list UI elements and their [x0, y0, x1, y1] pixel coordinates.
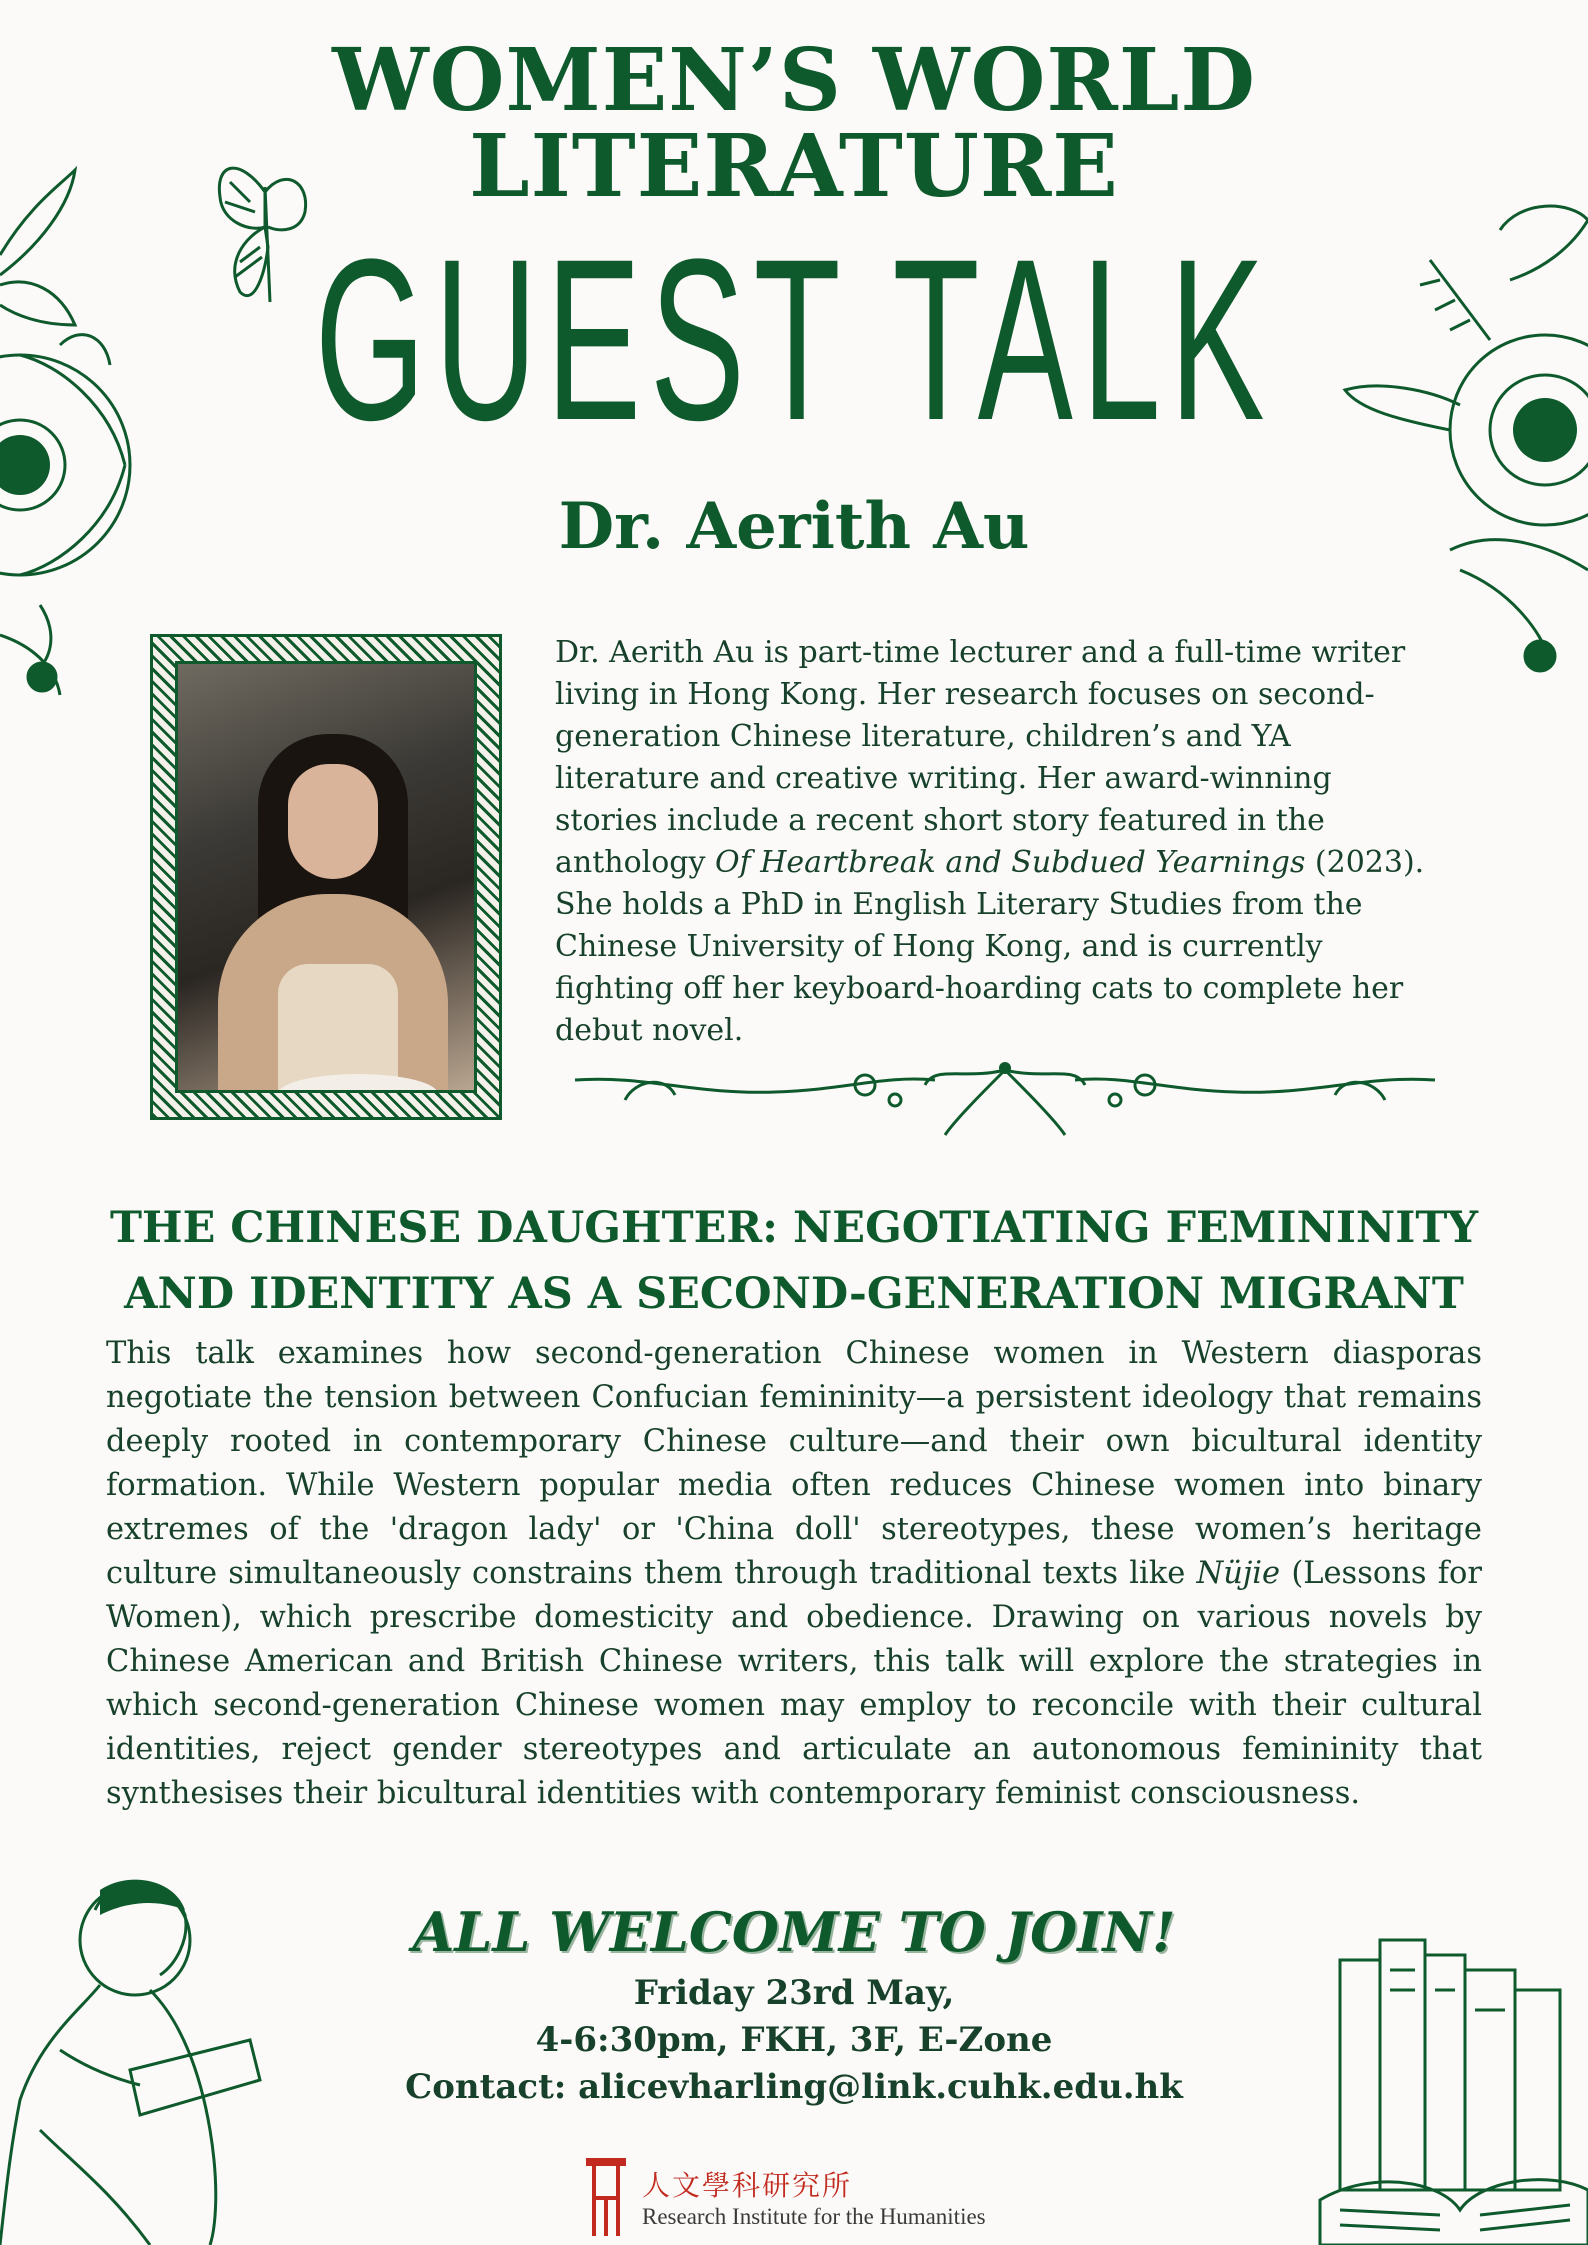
talk-title-line-1: THE CHINESE DAUGHTER: NEGOTIATING FEMININITY — [109, 1203, 1479, 1253]
event-date: Friday 23rd May, — [633, 1973, 955, 2013]
speaker-name: Dr. Aerith Au — [558, 489, 1030, 564]
event-time-venue: 4-6:30pm, FKH, 3F, E-Zone — [535, 2020, 1053, 2060]
institute-name-english: Research Institute for the Humanities — [642, 2204, 986, 2229]
institute-name-chinese: 人文學科研究所 — [642, 2169, 853, 2202]
institute-logo — [584, 2158, 1004, 2240]
talk-abstract: This talk examines how second-generation Chinese women in Western diasporas negotiate the tension between Confucian femininity—a persistent ideology that remains deeply rooted in contemporary Chinese culture—and their own bicultural identity formation. While Western popular media often reduces Chinese women into binary extremes of the 'dragon lady' or 'China doll' stereotypes, these women’s heritage culture simultaneously constrains them through traditional texts like Nüjie (Lessons for Women), which prescribe domesticity and obedience. Drawing on various novels by Chinese American and British Chinese writers, this talk will explore the strategies in which second-generation Chinese women may employ to reconcile with their cultural identities, reject gender stereotypes and articulate an autonomous femininity that synthesises their bicultural identities with contemporary feminist consciousness. — [106, 1336, 1482, 1811]
flourish-divider — [565, 1050, 1445, 1140]
event-type-heading: GUEST TALK — [314, 211, 1274, 468]
talk-title — [60, 1195, 1528, 1327]
institute-logo-mark — [584, 2158, 628, 2240]
talk-title-line-2: AND IDENTITY AS A SECOND-GENERATION MIGRANT — [124, 1269, 1464, 1319]
series-title: WOMEN’S WORLD LITERATURE — [332, 30, 1256, 217]
speaker-photo — [175, 661, 477, 1093]
welcome-heading: ALL WELCOME TO JOIN! — [412, 1900, 1176, 1964]
speaker-bio: Dr. Aerith Au is part-time lecturer and a full-time writer living in Hong Kong. Her research focuses on second-generation Chinese literature, children’s and YA literature and creative writing. Her award-winning stories include a recent short story featured in the anthology Of Heartbreak and Subdued Yearnings (2023). She holds a PhD in English Literary Studies from the Chinese University of Hong Kong, and is currently fighting off her keyboard-hoarding cats to complete her debut novel. — [555, 635, 1425, 1048]
flower-icon — [1340, 190, 1588, 690]
event-contact: Contact: alicevharling@link.cuhk.edu.hk — [405, 2067, 1183, 2107]
flower-icon — [0, 165, 140, 705]
speaker-photo-frame — [150, 634, 502, 1120]
butterfly-icon — [210, 152, 320, 312]
